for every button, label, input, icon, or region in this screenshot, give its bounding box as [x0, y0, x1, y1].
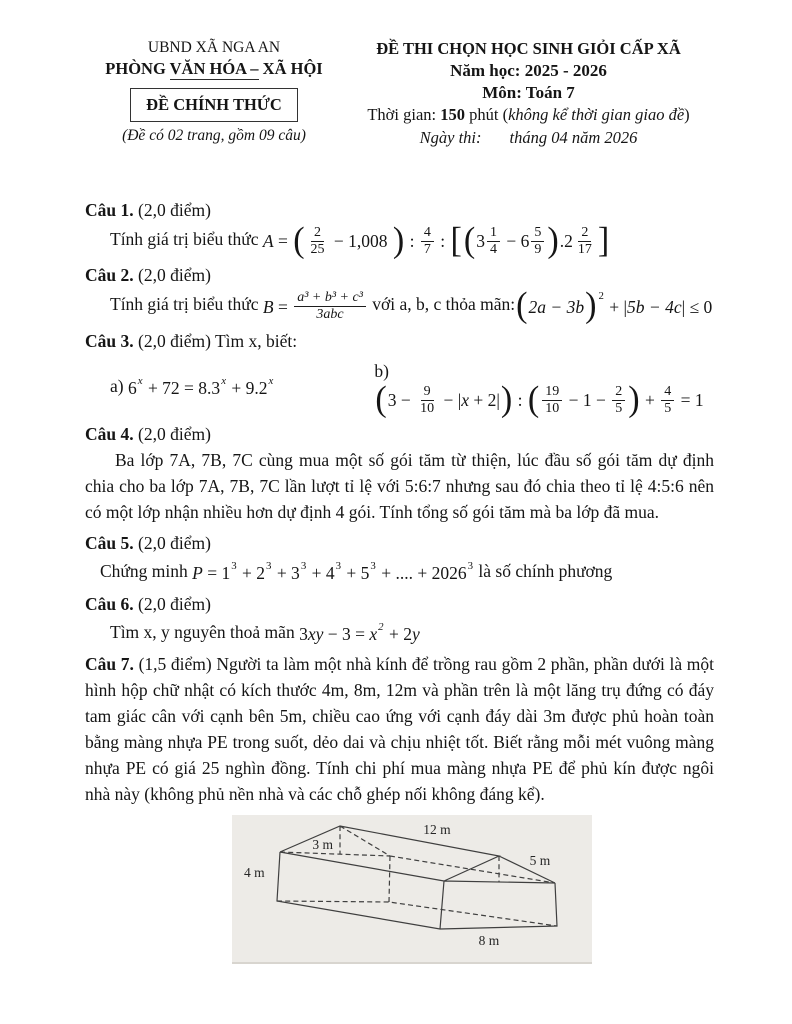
question-2-heading: Câu 2. (2,0 điểm) [85, 265, 211, 286]
formula-q2-expression: B = $\frac{\text{a³ + b³ + c³}}{\text{3abc}}$ [263, 290, 368, 322]
question-3a: a) 6 $^x$ + 72 = 8.3 $^x$ + 9.2 $^x$ [85, 373, 374, 401]
question-1-statement: Tính giá trị biểu thức A = ( $\frac{2}{25}$ − 1,008 ) : $\frac{4}{7}$ : [ ( 3 $\frac{1}{4}$ − 6 $\frac{5}{9}$ ) . 2 $\frac{2}{17}$ ] [110, 221, 610, 260]
question-5-statement: Chứng minh P = 1 $^3$ + 2 $^3$ + 3 $^3$ + 4 $^3$ + 5 $^3$ + .... + 2026 $^3$ là số chính phương [85, 558, 714, 586]
question-4-statement: Ba lớp 7A, 7B, 7C cùng mua một số gói tăm từ thiện, lúc đầu số gói tăm dự định chia cho ba lớp 7A, 7B, 7C lần lượt tỉ lệ với 5:6:7 nhưng sau đó chia theo tỉ lệ 4:5:6 nên có một lớp nhận nhiều hơn dự định 4 gói. Tính tổng số gói tăm mà ba lớp đã mua. [85, 450, 714, 523]
page-count-note: (Đề có 02 trang, gồm 09 câu) [122, 127, 306, 144]
question-3b: b) ( 3 − $\frac{9}{10}$ − | x + 2 | ) : ( $\frac{19}{10}$ − 1 − $\frac{2}{5}$ ) + $\frac{4}{5}$ = 1 [374, 360, 704, 419]
exam-body [85, 197, 714, 962]
exam-date: Ngày thi: tháng 04 năm 2026 [419, 128, 638, 147]
department-name-underlined: VĂN HÓA – [169, 59, 259, 78]
dim-slant-label: 5 m [529, 853, 550, 869]
question-5-heading: Câu 5. (2,0 điểm) [85, 533, 211, 554]
question-2-statement: Tính giá trị biểu thức B = $\frac{\text{a³ + b³ + c³}}{\text{3abc}}$ với a, b, c thỏa mãn: ( 2a − 3b ) $^2$ + | 5b − 4c | ≤ 0 [110, 286, 713, 326]
formula-q5: P = 1 $^3$ + 2 $^3$ + 3 $^3$ + 4 $^3$ + 5 $^3$ + .... + 2026 $^3$ [192, 560, 473, 584]
question-6-statement: Tìm x, y nguyên thoả mãn 3 xy − 3 = x $^2$ + 2 y [85, 619, 714, 647]
subject: Môn: Toán 7 [482, 83, 575, 102]
question-4-heading: Câu 4. (2,0 điểm) [85, 424, 211, 445]
dim-roof-height-label: 3 m [311, 837, 333, 853]
dim-length-label: 12 m [422, 822, 451, 838]
question-3-heading: Câu 3. (2,0 điểm) Tìm x, biết: [85, 330, 298, 351]
formula-q6: 3 xy − 3 = x $^2$ + 2 y [299, 621, 420, 645]
formula-q3a: 6 $^x$ + 72 = 8.3 $^x$ + 9.2 $^x$ [127, 375, 274, 398]
dim-wall-height-label: 4 m [243, 865, 265, 881]
question-7-statement: Câu 7. (1,5 điểm) Người ta làm một nhà kính để trồng rau gồm 2 phần, phần dưới là một hình hộp chữ nhật có kích thước 4m, 8m, 12m và phần trên là một lăng trụ đứng có đáy tam giác cân với cạnh bên 5m, chiều cao ứng với cạnh đáy dài 3m được phủ hoàn toàn bằng màng nhựa PE trong suốt, dẻo dai và chịu nhiệt tốt. Biết rằng mỗi mét vuông màng nhựa PE có giá 25 nghìn đồng. Tính chi phí mua màng nhựa PE để phủ kín được ngôi nhà này (không phủ nền nhà và các chỗ ghép nối không đáng kể). [85, 654, 714, 805]
department-name: PHÒNG VĂN HÓA – XÃ HỘI [105, 59, 323, 78]
question-1-heading: Câu 1. (2,0 điểm) [85, 200, 211, 220]
exam-info-block [343, 38, 714, 149]
formula-q2-condition: ( 2a − 3b ) $^2$ + | 5b − 4c | ≤ 0 [516, 286, 713, 326]
house-prism-svg [232, 815, 592, 955]
authority-name: UBND XÃ NGA AN [147, 39, 281, 56]
exam-title: ĐỀ THI CHỌN HỌC SINH GIỎI CẤP XÃ [376, 39, 681, 58]
formula-q1: A = ( $\frac{2}{25}$ − 1,008 ) : $\frac{4}{7}$ : [ ( 3 $\frac{1}{4}$ − 6 $\frac{5}{9}$ ) . 2 $\frac{2}{17}$ ] [262, 221, 610, 260]
official-exam-stamp: ĐỀ CHÍNH THỨC [130, 88, 298, 122]
question-6-heading: Câu 6. (2,0 điểm) [85, 594, 211, 615]
dim-end-width-label: 8 m [478, 933, 499, 949]
formula-q3b: ( 3 − $\frac{9}{10}$ − | x + 2 | ) : ( $\frac{19}{10}$ − 1 − $\frac{2}{5}$ ) + $\frac{4}{5}$ = 1 [375, 379, 704, 419]
question-3-parts [85, 358, 714, 419]
house-prism-diagram [232, 815, 592, 962]
school-year: Năm học: 2025 - 2026 [450, 61, 607, 80]
exam-duration: Thời gian: 150 phút (không kể thời gian giao đề) [367, 105, 690, 124]
question-7-figure [232, 815, 592, 962]
issuing-authority-block [85, 38, 343, 149]
document-header [85, 38, 714, 149]
